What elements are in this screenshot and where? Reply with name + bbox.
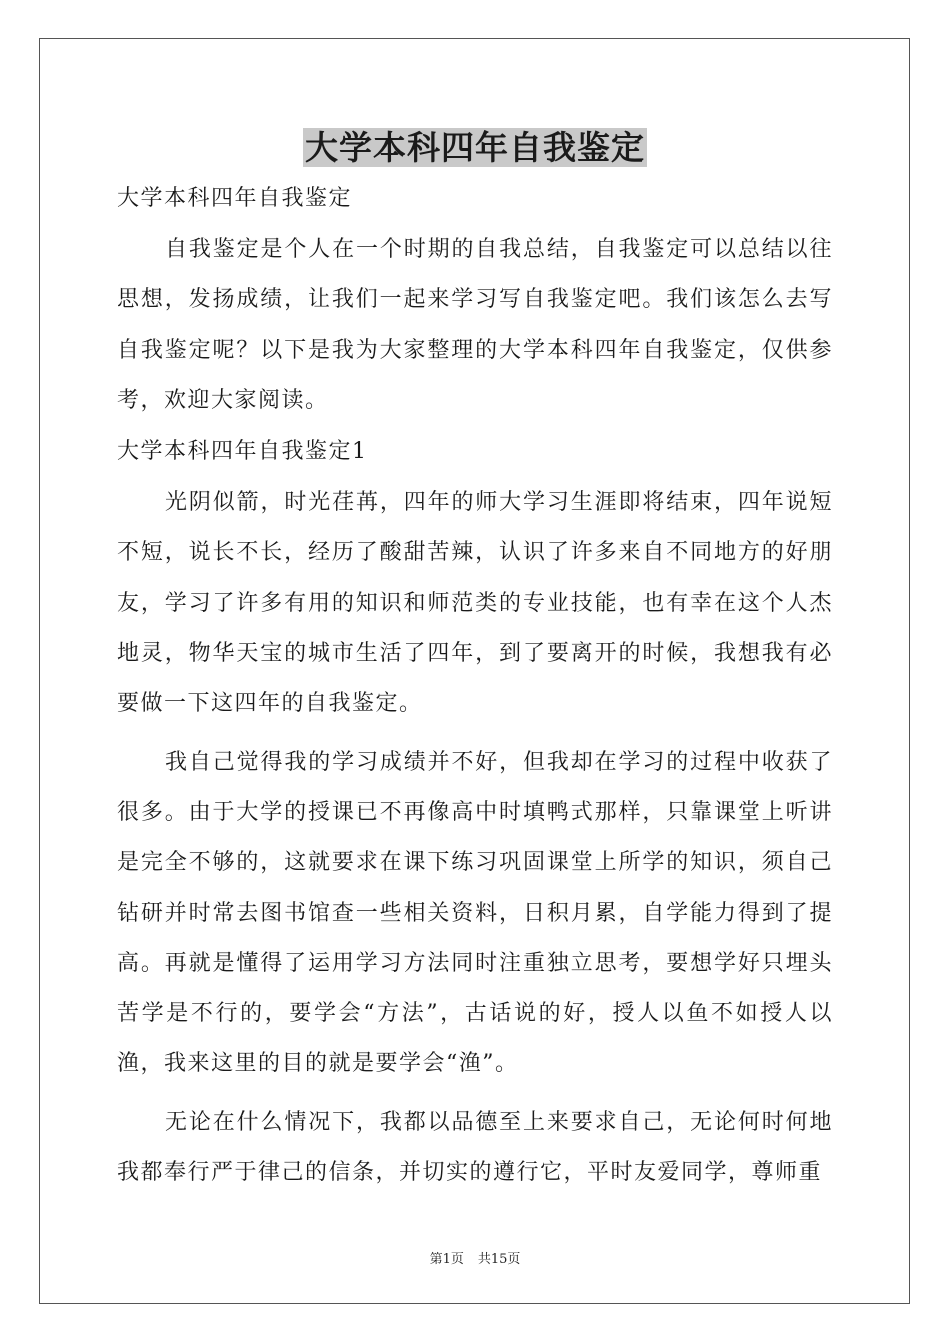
page-number: 第1页	[429, 1252, 464, 1267]
body-paragraph: 光阴似箭，时光荏苒，四年的师大学习生涯即将结束，四年说短不短，说长不长，经历了酸甜苦辣，认识了许多来自不同地方的好朋友，学习了许多有用的知识和师范类的专业技能，也有幸在这个人杰地灵，物华天宝的城市生活了四年，到了要离开的时候，我想我有必要做一下这四年的自我鉴定。	[117, 490, 833, 717]
page-total: 共15页	[477, 1252, 521, 1267]
document-subtitle: 大学本科四年自我鉴定	[117, 186, 353, 211]
body-paragraph: 我自己觉得我的学习成绩并不好，但我却在学习的过程中收获了很多。由于大学的授课已不再像高中时填鸭式那样，只靠课堂上听讲是完全不够的，这就要求在课下练习巩固课堂上所学的知识，须自己钻研并时常去图书馆查一些相关资料，日积月累，自学能力得到了提高。再就是懂得了运用学习方法同时注重独立思考，要想学好只埋头苦学是不行的，要学会“方法”，古话说的好，授人以鱼不如授人以渔，我来这里的目的就是要学会“渔”。	[117, 749, 833, 1077]
document-title	[0, 126, 950, 170]
body-paragraph: 无论在什么情况下，我都以品德至上来要求自己，无论何时何地我都奉行严于律己的信条，并切实的遵行它，平时友爱同学，尊师重	[117, 1109, 833, 1186]
page-footer	[0, 1248, 950, 1267]
intro-paragraph: 自我鉴定是个人在一个时期的自我总结，自我鉴定可以总结以往思想，发扬成绩，让我们一起来学习写自我鉴定吧。我们该怎么去写自我鉴定呢？以下是我为大家整理的大学本科四年自我鉴定，仅供参考，欢迎大家阅读。	[117, 237, 833, 413]
document-body	[117, 176, 833, 1198]
document-title-text: 大学本科四年自我鉴定	[305, 128, 645, 167]
section-heading: 大学本科四年自我鉴定1	[117, 439, 368, 465]
